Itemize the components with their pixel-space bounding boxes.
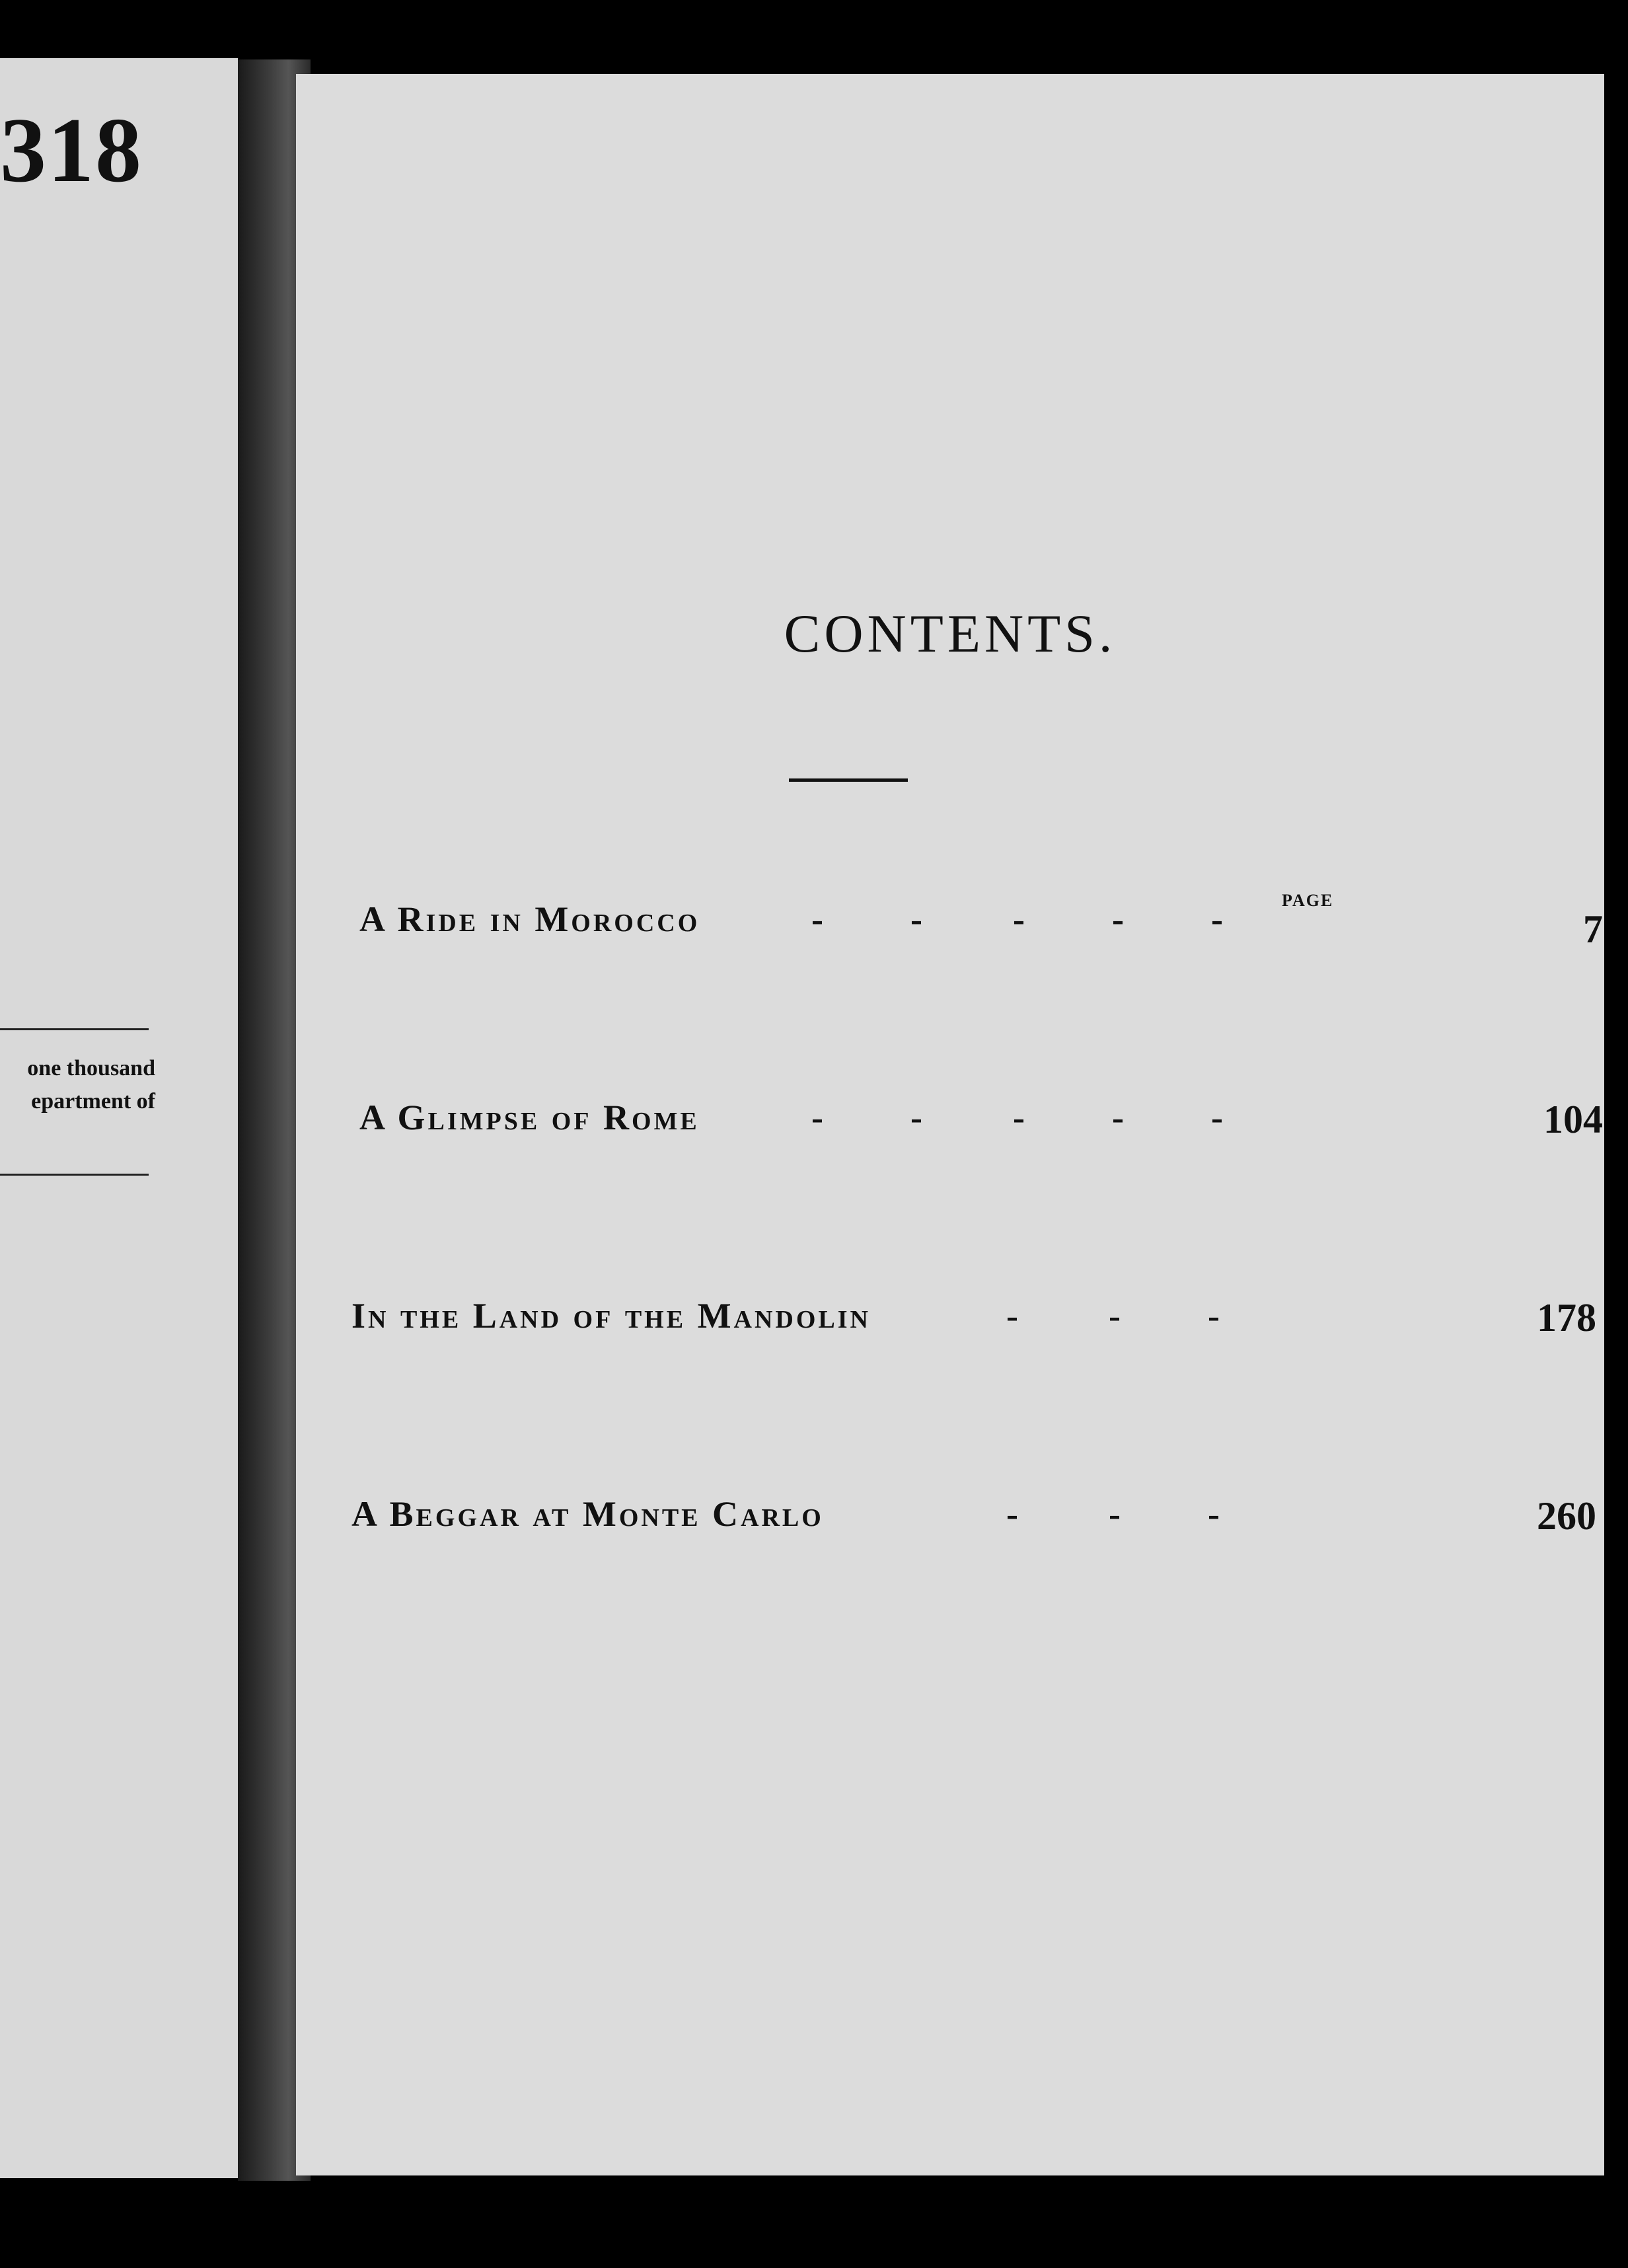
toc-entry: [296, 899, 1604, 952]
toc-leader-dash: -: [1013, 1098, 1025, 1137]
heading-rule: [789, 778, 908, 782]
left-text-line: one thousand: [27, 1056, 155, 1080]
toc-leader-dash: -: [1208, 1296, 1220, 1336]
toc-leader-dash: -: [1006, 1296, 1018, 1336]
toc-leader-dash: -: [1112, 1098, 1124, 1137]
toc-leader-dash: -: [1006, 1494, 1018, 1534]
toc-leader-dash: -: [1109, 1494, 1121, 1534]
toc-entry: [296, 1295, 1604, 1348]
left-page-fragment: [0, 58, 238, 2178]
toc-leader-dash: -: [1211, 899, 1223, 939]
left-rule-top: [0, 1028, 149, 1030]
toc-leader-dash: -: [1211, 1098, 1223, 1137]
toc-leader-dash: -: [811, 899, 823, 939]
left-rule-bottom: [0, 1174, 149, 1176]
toc-leader-dash: -: [1208, 1494, 1220, 1534]
page-column-label: PAGE: [1282, 891, 1334, 910]
toc-leader-dash: -: [1112, 899, 1124, 939]
contents-heading: CONTENTS.: [784, 603, 1117, 663]
toc-entry-page: 104: [1543, 1098, 1603, 1141]
toc-entry: [296, 1097, 1604, 1150]
toc-entry: [296, 1493, 1604, 1546]
toc-leader-dash: -: [910, 1098, 922, 1137]
toc-leader-dash: -: [1109, 1296, 1121, 1336]
toc-leader-dash: -: [910, 899, 922, 939]
contents-page: [296, 74, 1604, 2175]
toc-entry-title: A Beggar at Monte Carlo: [352, 1494, 824, 1534]
toc-entry-title: A Glimpse of Rome: [359, 1098, 700, 1137]
left-page-number: 318: [0, 99, 143, 202]
toc-entry-page: 260: [1537, 1494, 1596, 1538]
toc-leader-dash: -: [1013, 899, 1025, 939]
toc-entry-title: In the Land of the Mandolin: [352, 1296, 871, 1336]
left-text-line: epartment of: [31, 1089, 155, 1114]
toc-leader-dash: -: [811, 1098, 823, 1137]
toc-entry-page: 7: [1583, 907, 1603, 951]
toc-entry-title: A Ride in Morocco: [359, 899, 700, 939]
toc-entry-page: 178: [1537, 1296, 1596, 1340]
